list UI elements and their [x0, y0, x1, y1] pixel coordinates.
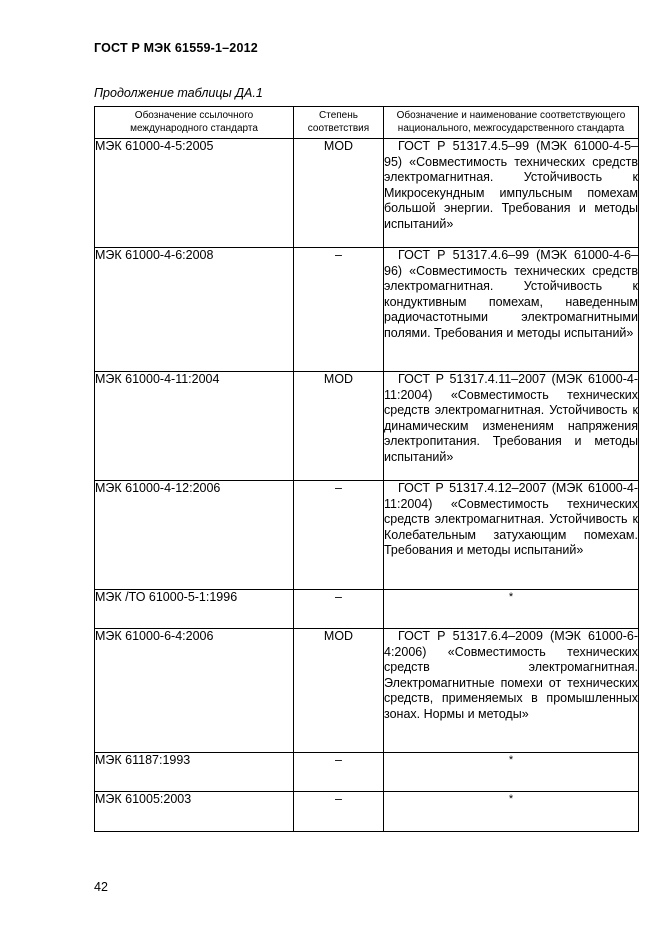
header-degree: Степень соответствия	[294, 107, 384, 139]
table-row	[95, 248, 639, 372]
cell-code: МЭК 61005:2003	[95, 792, 294, 832]
cell-code: МЭК 61000-4-11:2004	[95, 372, 294, 481]
cell-degree: –	[294, 792, 384, 832]
cell-degree: –	[294, 590, 384, 629]
cell-national: *	[384, 753, 639, 792]
cell-code: МЭК 61000-6-4:2006	[95, 629, 294, 753]
cell-degree: MOD	[294, 139, 384, 248]
table-row	[95, 792, 639, 832]
cell-degree: MOD	[294, 629, 384, 753]
cell-code: МЭК 61000-4-5:2005	[95, 139, 294, 248]
cell-degree: –	[294, 481, 384, 590]
table-row	[95, 481, 639, 590]
header-national-standard: Обозначение и наименование соответствующего национального, межгосударственного стандарта	[384, 107, 639, 139]
cell-degree: –	[294, 248, 384, 372]
cell-code: МЭК /ТО 61000-5-1:1996	[95, 590, 294, 629]
cell-code: МЭК 61187:1993	[95, 753, 294, 792]
table-row	[95, 590, 639, 629]
document-header: ГОСТ Р МЭК 61559-1–2012	[94, 41, 258, 55]
standards-table	[94, 106, 639, 832]
table-row	[95, 372, 639, 481]
cell-national: ГОСТ Р 51317.4.6–99 (МЭК 61000-4-6–96) «Совместимость технических средств электромагнитная. Устойчивость к кондуктивным помехам, наведенным радиочастотными электромагнитными полями. Требования и методы испытаний»	[384, 248, 639, 372]
cell-code: МЭК 61000-4-12:2006	[95, 481, 294, 590]
cell-national: ГОСТ Р 51317.4.12–2007 (МЭК 61000-4-11:2004) «Совместимость технических средств электромагнитная. Устойчивость к Колебательным затухающим помехам. Требования и методы испытаний»	[384, 481, 639, 590]
page-number: 42	[94, 880, 108, 894]
cell-degree: –	[294, 753, 384, 792]
cell-national: ГОСТ Р 51317.4.5–99 (МЭК 61000-4-5–95) «Совместимость технических средств электромагнитная. Устойчивость к Микросекундным импульсным помехам большой энергии. Требования и методы испытаний»	[384, 139, 639, 248]
table-row	[95, 753, 639, 792]
header-international-standard: Обозначение ссылочного международного стандарта	[95, 107, 294, 139]
cell-national: ГОСТ Р 51317.4.11–2007 (МЭК 61000-4-11:2004) «Совместимость технических средств электромагнитная. Устойчивость к динамическим изменениям напряжения электропитания. Требования и методы испытаний»	[384, 372, 639, 481]
cell-national: *	[384, 590, 639, 629]
cell-code: МЭК 61000-4-6:2008	[95, 248, 294, 372]
cell-national: *	[384, 792, 639, 832]
table-row	[95, 629, 639, 753]
cell-degree: MOD	[294, 372, 384, 481]
cell-national: ГОСТ Р 51317.6.4–2009 (МЭК 61000-6-4:2006) «Совместимость технических средств электромагнитная. Электромагнитные помехи от технических средств, применяемых в промышленных зонах. Нормы и методы»	[384, 629, 639, 753]
table-row	[95, 139, 639, 248]
table-header-row	[95, 107, 639, 139]
table-caption: Продолжение таблицы ДА.1	[94, 86, 263, 100]
